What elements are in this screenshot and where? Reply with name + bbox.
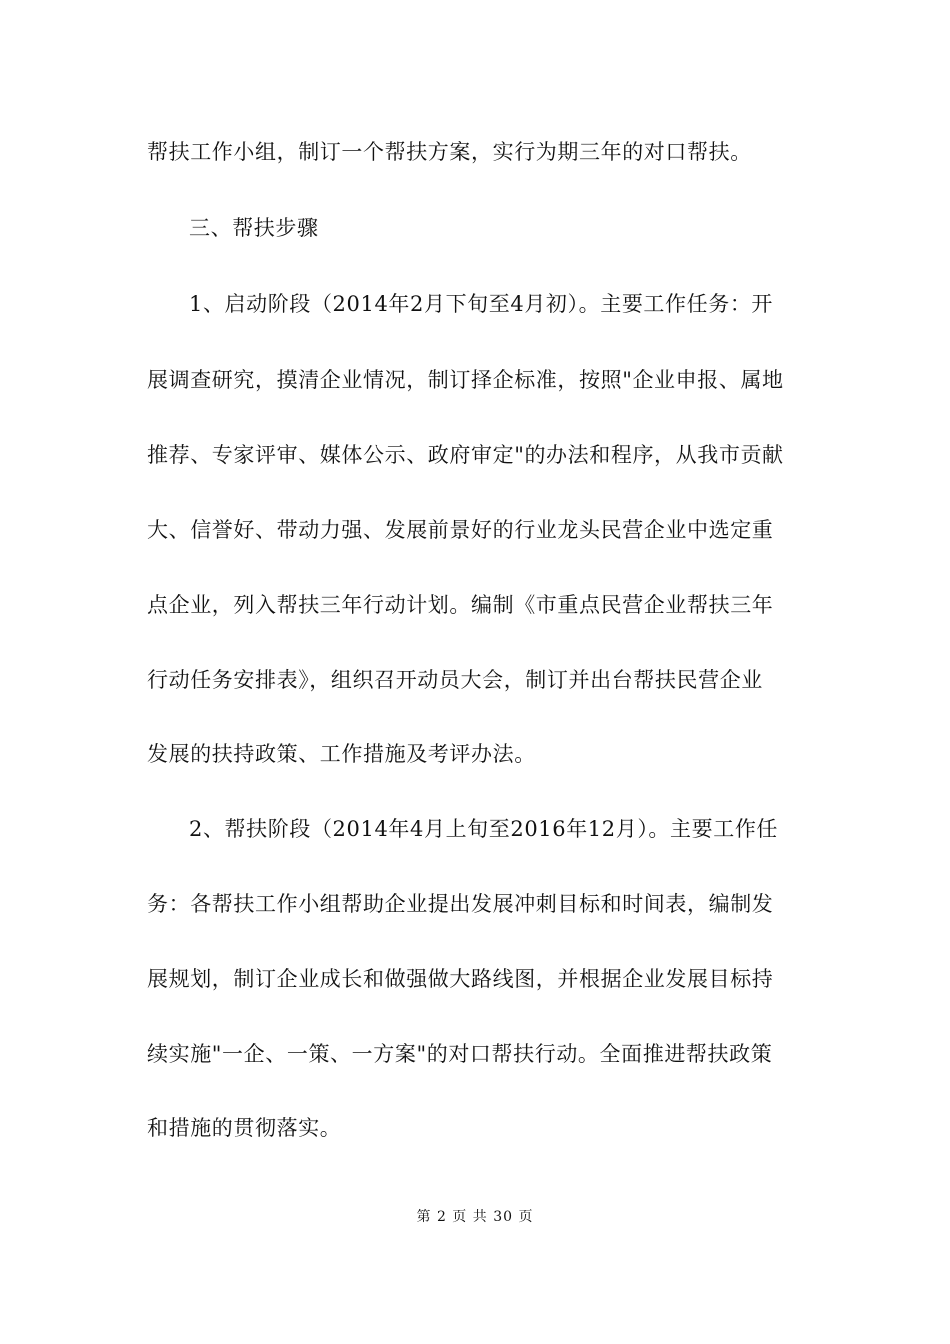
body-line: 展调查研究，摸清企业情况，制订择企标准，按照"企业申报、属地 xyxy=(147,368,784,392)
body-line: 帮扶工作小组，制订一个帮扶方案，实行为期三年的对口帮扶。 xyxy=(147,140,752,164)
body-line: 和措施的贯彻落实。 xyxy=(147,1116,342,1140)
body-line: 行动任务安排表》，组织召开动员大会，制订并出台帮扶民营企业 xyxy=(147,668,763,692)
body-line: 发展的扶持政策、工作措施及考评办法。 xyxy=(147,742,536,766)
body-line: 务：各帮扶工作小组帮助企业提出发展冲刺目标和时间表，编制发 xyxy=(147,892,774,916)
section-heading: 三、帮扶步骤 xyxy=(189,216,319,240)
body-line: 点企业，列入帮扶三年行动计划。编制《市重点民营企业帮扶三年 xyxy=(147,593,774,617)
body-line: 续实施"一企、一策、一方案"的对口帮扶行动。全面推进帮扶政策 xyxy=(147,1042,773,1066)
body-line: 2、帮扶阶段（2014年4月上旬至2016年12月）。主要工作任 xyxy=(189,817,779,841)
body-line: 展规划，制订企业成长和做强做大路线图，并根据企业发展目标持 xyxy=(147,967,774,991)
page-number: 第 2 页 共 30 页 xyxy=(416,1209,534,1225)
body-line: 推荐、专家评审、媒体公示、政府审定"的办法和程序，从我市贡献 xyxy=(147,443,784,467)
body-line: 大、信誉好、带动力强、发展前景好的行业龙头民营企业中选定重 xyxy=(147,518,774,542)
body-line: 1、启动阶段（2014年2月下旬至4月初）。主要工作任务：开 xyxy=(189,292,774,316)
